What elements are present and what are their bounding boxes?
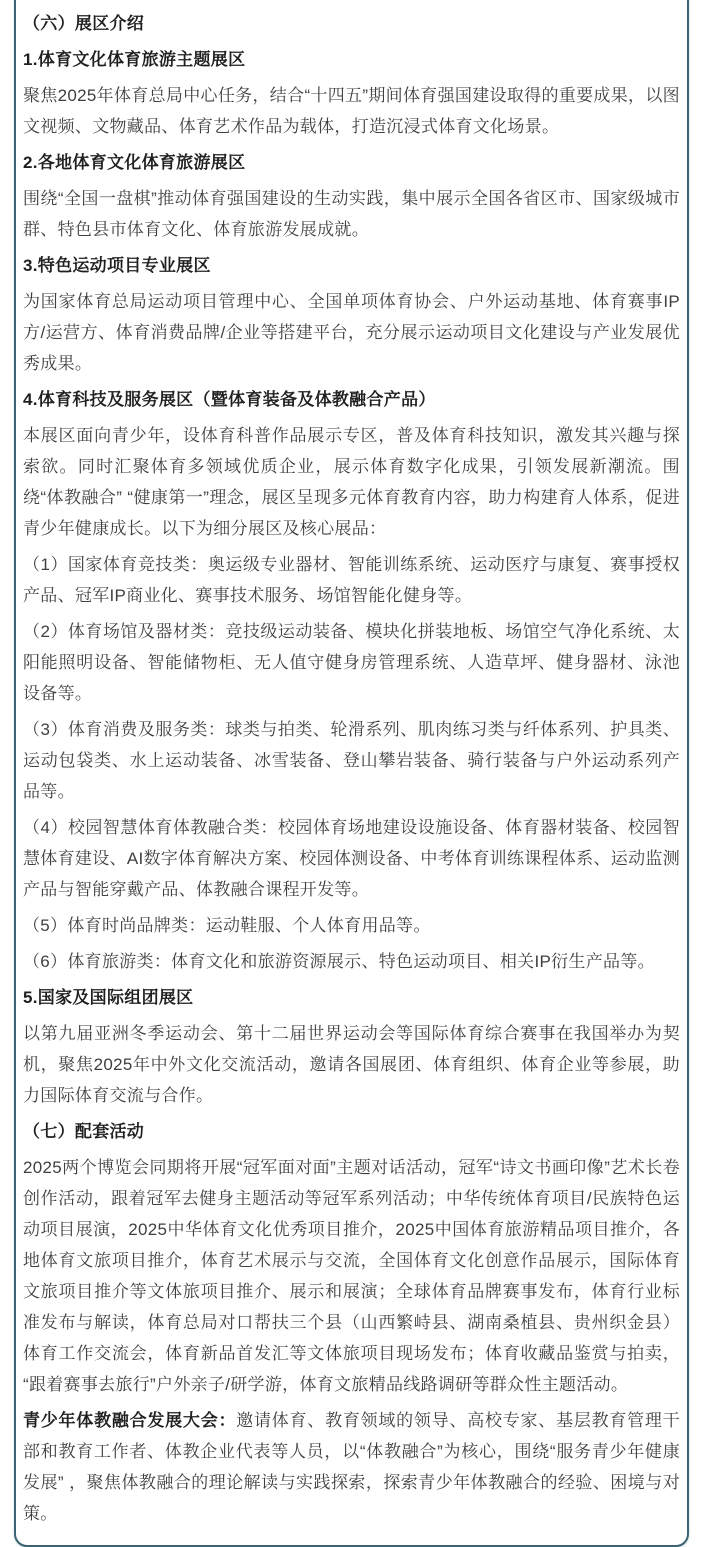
zone-2-description: 围绕“全国一盘棋”推动体育强国建设的生动实践，集中展示全国各省区市、国家级城市群、特色县市体育文化、体育旅游发展成就。 [23,189,680,239]
youth-conference-text: 邀请体育、教育领域的领导、高校专家、基层教育管理干部和教育工作者、体教企业代表等人员，以“体教融合”为核心，围绕“服务青少年健康发展” ，聚焦体教融合的理论解读与实践探索，探索青少年体教融合的经验、困境与对策。 [23,1411,680,1523]
zone-4-subcategory-6: （6）体育旅游类：体育文化和旅游资源展示、特色运动项目、相关IP衍生产品等。 [23,952,655,971]
zone-1-heading: 1.体育文化体育旅游主题展区 [23,50,246,69]
supporting-activities-description: 2025两个博览会同期将开展“冠军面对面”主题对话活动，冠军“诗文书画印像”艺术长卷创作活动，跟着冠军去健身主题活动等冠军系列活动；中华传统体育项目/民族特色运动项目展演，2025中华体育文化优秀项目推介，2025中国体育旅游精品项目推介，各地体育文旅项目推介，体育艺术展示与交流，全国体育文化创意作品展示，国际体育文旅项目推介等文体旅项目推介、展示和展演；全球体育品牌赛事发布，体育行业标准发布与解读，体育总局对口帮扶三个县（山西繁峙县、湖南桑植县、贵州织金县）体育工作交流会，体育新品首发汇等文体旅项目现场发布；体育收藏品鉴赏与拍卖， “跟着赛事去旅行”户外亲子/研学游，体育文旅精品线路调研等群众性主题活动。 [23,1158,680,1394]
zone-4-description: 本展区面向青少年，设体育科普作品展示专区，普及体育科技知识，激发其兴趣与探索欲。同时汇聚体育多领域优质企业，展示体育数字化成果，引领发展新潮流。围绕“体教融合” “健康第一”理念，展区呈现多元体育教育内容，助力构建育人体系，促进青少年健康成长。以下为细分展区及核心展品： [23,426,680,538]
zone-4-subcategory-5: （5）体育时尚品牌类：运动鞋服、个人体育用品等。 [23,916,431,935]
zone-3-heading: 3.特色运动项目专业展区 [23,256,211,275]
section-7-heading: （七）配套活动 [23,1122,145,1141]
zone-4-subcategory-3: （3）体育消费及服务类：球类与拍类、轮滑系列、肌肉练习类与纤体系列、护具类、运动包袋类、水上运动装备、冰雪装备、登山攀岩装备、骑行装备与户外运动系列产品等。 [23,720,680,801]
zone-3-description: 为国家体育总局运动项目管理中心、全国单项体育协会、户外运动基地、体育赛事IP方/运营方、体育消费品牌/企业等搭建平台，充分展示运动项目文化建设与产业发展优秀成果。 [23,292,680,373]
zone-5-description: 以第九届亚洲冬季运动会、第十二届世界运动会等国际体育综合赛事在我国举办为契机，聚焦2025年中外文化交流活动，邀请各国展团、体育组织、体育企业等参展，助力国际体育交流与合作。 [23,1024,680,1105]
zone-4-heading: 4.体育科技及服务展区（暨体育装备及体教融合产品） [23,390,436,409]
section-6-heading: （六）展区介绍 [23,14,145,33]
zone-4-subcategory-4: （4）校园智慧体育体教融合类：校园体育场地建设设施设备、体育器材装备、校园智慧体育建设、AI数字体育解决方案、校园体测设备、中考体育训练课程体系、运动监测产品与智能穿戴产品、体教融合课程开发等。 [23,818,680,899]
article-panel [14,0,689,1547]
zone-5-heading: 5.国家及国际组团展区 [23,988,194,1007]
zone-4-subcategory-1: （1）国家体育竞技类：奥运级专业器材、智能训练系统、运动医疗与康复、赛事授权产品、冠军IP商业化、赛事技术服务、场馆智能化健身等。 [23,555,680,605]
youth-conference-lead: 青少年体教融合发展大会： [23,1411,237,1430]
zone-1-description: 聚焦2025年体育总局中心任务，结合“十四五”期间体育强国建设取得的重要成果，以图文视频、文物藏品、体育艺术作品为载体，打造沉浸式体育文化场景。 [23,86,680,136]
zone-2-heading: 2.各地体育文化体育旅游展区 [23,153,246,172]
youth-conference-paragraph [23,1405,680,1529]
zone-4-subcategory-2: （2）体育场馆及器材类：竞技级运动装备、模块化拼装地板、场馆空气净化系统、太阳能照明设备、智能储物柜、无人值守健身房管理系统、人造草坪、健身器材、泳池设备等。 [23,622,680,703]
